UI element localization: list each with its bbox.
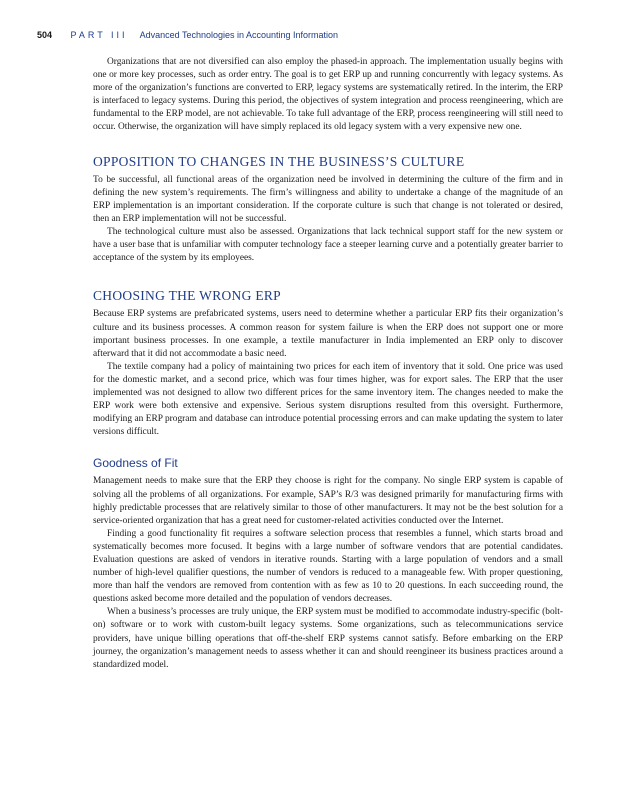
section-heading-culture: OPPOSITION TO CHANGES IN THE BUSINESS’S CULTURE <box>93 153 465 169</box>
part-label: PART III <box>70 30 128 40</box>
subsection-heading-goodness-of-fit: Goodness of Fit <box>93 456 178 471</box>
chapter-title: Advanced Technologies in Accounting Information <box>139 30 339 40</box>
paragraph: The technological culture must also be assessed. Organizations that lack technical support staff for the new system or have a user base that is unfamiliar with computer technology face a steeper learning curve and a potentially greater barrier to acceptance of the system by its employees. <box>93 227 563 264</box>
paragraph: To be successful, all functional areas of the organization need be involved in determining the culture of the firm and in defining the new system’s requirements. The firm’s willingness and ability to undertake a change of the magnitude of an ERP implementation is an important consideration. If the corporate culture is such that change is not tolerated or desired, then an ERP implementation will not be successful. <box>93 174 563 224</box>
section-heading-wrong-erp: CHOOSING THE WRONG ERP <box>93 288 281 304</box>
page-number: 504 <box>37 30 53 40</box>
paragraph: Management needs to make sure that the ERP they choose is right for the company. No single ERP system is capable of solving all the problems of all organizations. For example, SAP’s R/3 was designed primarily for manufacturing firms with highly predictable processes that are relatively similar to those of other manufacturers. It may not be the best solution for a service-oriented organization that has a great need for customer-related activities conducted over the Internet. <box>93 476 563 526</box>
paragraph: Finding a good functionality fit requires a software selection process that resembles a funnel, which starts broad and systematically becomes more focused. It begins with a large number of software vendors that are potential candidates. Evaluation questions are asked of vendors in iterative rounds. Starting with a large population of vendors and a small number of high-level qualifier questions, the number of vendors is reduced to a manageable few. With proper questioning, more than half the vendors are removed from contention with as few as 10 to 20 questions. In each succeeding round, the questions asked become more detailed and the population of vendors decreases. <box>93 528 563 605</box>
page-body <box>93 56 563 672</box>
paragraph: Because ERP systems are prefabricated systems, users need to determine whether a particular ERP fits their organization’s culture and its business processes. A common reason for system failure is when the ERP does not support one or more important business processes. In one example, a textile manufacturer in India implemented an ERP only to discover afterward that it did not accommodate a basic need. <box>93 309 563 359</box>
paragraph: When a business’s processes are truly unique, the ERP system must be modified to accommodate industry-specific (bolt-on) software or to work with custom-built legacy systems. Some organizations, such as telecommunications service providers, have unique billing operations that off-the-shelf ERP systems cannot satisfy. Before embarking on the ERP journey, the organization’s management needs to assess whether it can and should reengineer its business practices around a standardized model. <box>93 607 563 670</box>
running-head <box>37 30 599 44</box>
intro-paragraph: Organizations that are not diversified can also employ the phased-in approach. The implementation usually begins with one or more key processes, such as order entry. The goal is to get ERP up and running concurrently with legacy systems. As more of the organization’s functions are converted to ERP, legacy systems are systematically retired. In the interim, the ERP is interfaced to legacy systems. During this period, the objectives of system integration and process reengineering, which are fundamental to the ERP model, are not achievable. To take full advantage of the ERP, process reengineering will still need to occur. Otherwise, the organization will have simply replaced its old legacy system with a very expensive new one. <box>93 57 563 133</box>
paragraph: The textile company had a policy of maintaining two prices for each item of inventory that it sold. One price was used for the domestic market, and a second price, which was four times higher, was for export sales. The ERP that the user implemented was not designed to allow two different prices for the same inventory item. The changes needed to make the ERP work were both extensive and expensive. Serious system disruptions resulted from this oversight. Furthermore, modifying an ERP program and database can introduce potential processing errors and can make updating the system to later versions difficult. <box>93 361 563 438</box>
